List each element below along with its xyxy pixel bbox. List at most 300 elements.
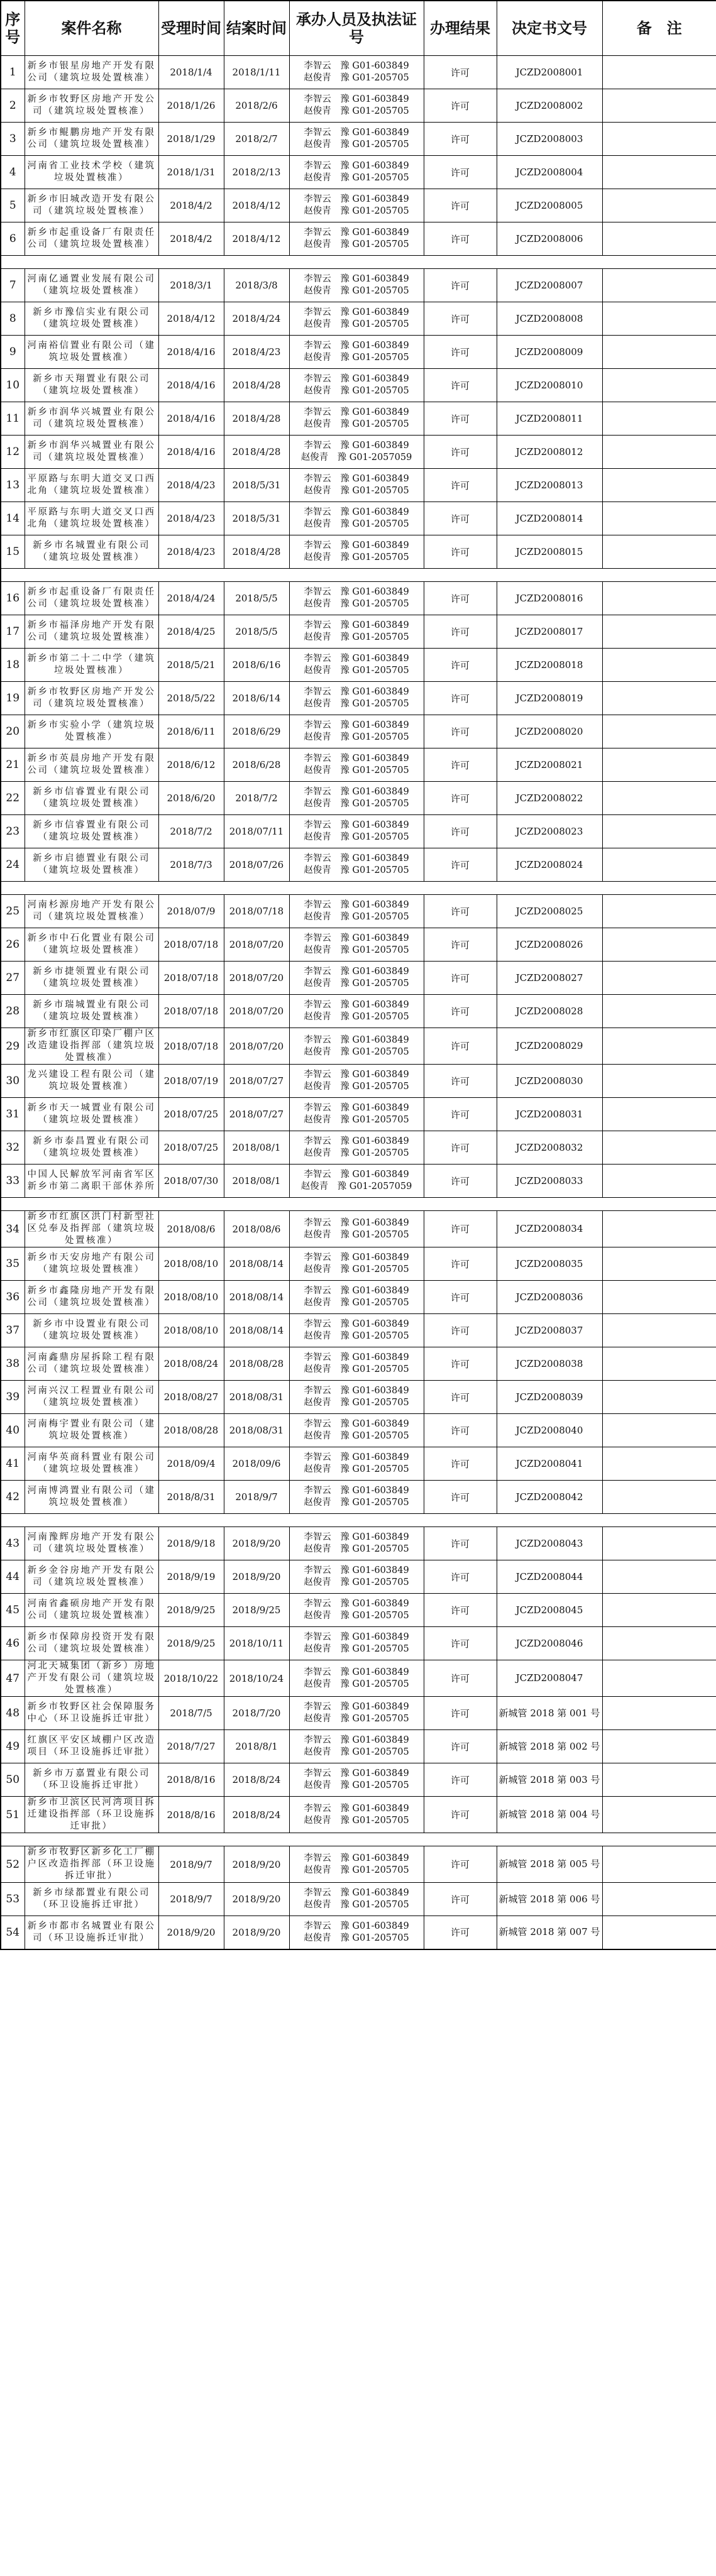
cell-received-date: 2018/08/10 (158, 1281, 224, 1314)
cell-case-name: 新乡市瑞城置业有限公司（建筑垃圾处置核准） (25, 995, 158, 1028)
cell-case-name: 新乡市润华兴城置业有限公司（建筑垃圾处置核准） (25, 436, 158, 469)
cell-seq: 26 (1, 928, 25, 962)
cell-case-name: 新乡市红旗区洪门村新型社区兑奉及指挥部（建筑垃圾处置核准） (25, 1211, 158, 1247)
cell-remarks (602, 1660, 716, 1697)
table-row (1, 1697, 716, 1730)
cell-seq: 37 (1, 1314, 25, 1347)
cell-received-date: 2018/6/20 (158, 782, 224, 815)
table-body (1, 56, 716, 1949)
cell-seq: 31 (1, 1098, 25, 1131)
cell-decision-no: JCZD2008037 (497, 1314, 602, 1347)
table-row (1, 1797, 716, 1833)
table-row (1, 535, 716, 569)
cell-decision-no: JCZD2008009 (497, 336, 602, 369)
cell-closed-date: 2018/8/24 (224, 1797, 289, 1833)
cell-case-name: 新乡市福泽房地产开发有限公司（建筑垃圾处置核准） (25, 615, 158, 649)
cell-received-date: 2018/9/19 (158, 1560, 224, 1594)
cell-received-date: 2018/9/18 (158, 1527, 224, 1560)
table-row (1, 649, 716, 682)
table-row (1, 1730, 716, 1763)
cell-seq: 41 (1, 1447, 25, 1481)
cell-result: 许可 (424, 848, 497, 882)
cell-seq: 29 (1, 1028, 25, 1065)
cell-case-name: 新乡市绿都置业有限公司（环卫设施拆迁审批） (25, 1883, 158, 1916)
cell-result: 许可 (424, 1594, 497, 1627)
cell-seq: 3 (1, 123, 25, 156)
cell-received-date: 2018/4/24 (158, 582, 224, 615)
cell-decision-no: JCZD2008002 (497, 89, 602, 123)
cell-closed-date: 2018/8/24 (224, 1763, 289, 1797)
cell-case-name: 新乡市英晨房地产开发有限公司（建筑垃圾处置核准） (25, 748, 158, 782)
table-row (1, 269, 716, 302)
cell-received-date: 2018/4/16 (158, 402, 224, 436)
cell-decision-no: JCZD2008005 (497, 189, 602, 222)
cell-result: 许可 (424, 189, 497, 222)
cell-decision-no: 新城管 2018 第 003 号 (497, 1763, 602, 1797)
cell-staff: 李智云 豫 G01-603849 赵俊青 豫 G01-205705 (289, 615, 424, 649)
cell-seq: 46 (1, 1627, 25, 1660)
table-row (1, 1381, 716, 1414)
header-closed: 结案时间 (224, 1, 289, 56)
cell-decision-no: JCZD2008001 (497, 56, 602, 89)
cell-received-date: 2018/07/9 (158, 895, 224, 928)
table-row (1, 995, 716, 1028)
cell-closed-date: 2018/1/11 (224, 56, 289, 89)
cell-result: 许可 (424, 369, 497, 402)
cell-result: 许可 (424, 1414, 497, 1447)
cell-decision-no: 新城管 2018 第 001 号 (497, 1697, 602, 1730)
cell-remarks (602, 502, 716, 535)
cell-remarks (602, 1065, 716, 1098)
cell-seq: 36 (1, 1281, 25, 1314)
cell-seq: 17 (1, 615, 25, 649)
cell-seq: 33 (1, 1165, 25, 1198)
table-row (1, 436, 716, 469)
cell-received-date: 2018/4/12 (158, 302, 224, 336)
cell-seq: 48 (1, 1697, 25, 1730)
cell-result: 许可 (424, 1481, 497, 1514)
cell-received-date: 2018/08/24 (158, 1347, 224, 1381)
cell-case-name: 河南省鑫硕房地产开发有限公司（建筑垃圾处置核准） (25, 1594, 158, 1627)
cell-result: 许可 (424, 1065, 497, 1098)
page-break-spacer (1, 1198, 716, 1211)
cell-decision-no: JCZD2008034 (497, 1211, 602, 1247)
cell-seq: 40 (1, 1414, 25, 1447)
cell-seq: 32 (1, 1131, 25, 1165)
cell-case-name: 新乡市银星房地产开发有限公司（建筑垃圾处置核准） (25, 56, 158, 89)
cell-staff: 李智云 豫 G01-603849 赵俊青 豫 G01-205705 (289, 336, 424, 369)
cell-decision-no: JCZD2008011 (497, 402, 602, 436)
cell-decision-no: JCZD2008039 (497, 1381, 602, 1414)
cell-seq: 51 (1, 1797, 25, 1833)
cell-case-name: 新乡市中石化置业有限公司（建筑垃圾处置核准） (25, 928, 158, 962)
cell-case-name: 新乡市信睿置业有限公司（建筑垃圾处置核准） (25, 782, 158, 815)
cell-remarks (602, 1527, 716, 1560)
cell-result: 许可 (424, 1211, 497, 1247)
cell-result: 许可 (424, 1028, 497, 1065)
cell-received-date: 2018/5/21 (158, 649, 224, 682)
table-row (1, 1347, 716, 1381)
cell-remarks (602, 1211, 716, 1247)
cell-staff: 李智云 豫 G01-603849 赵俊青 豫 G01-205705 (289, 1697, 424, 1730)
cell-received-date: 2018/4/16 (158, 436, 224, 469)
cell-remarks (602, 222, 716, 256)
cell-staff: 李智云 豫 G01-603849 赵俊青 豫 G01-205705 (289, 269, 424, 302)
cell-seq: 2 (1, 89, 25, 123)
cell-closed-date: 2018/5/31 (224, 502, 289, 535)
cell-remarks (602, 1247, 716, 1281)
cell-received-date: 2018/4/16 (158, 369, 224, 402)
cell-case-name: 新乡市保障房投资开发有限公司（建筑垃圾处置核准） (25, 1627, 158, 1660)
cell-result: 许可 (424, 782, 497, 815)
cell-received-date: 2018/1/4 (158, 56, 224, 89)
cell-result: 许可 (424, 269, 497, 302)
cell-staff: 李智云 豫 G01-603849 赵俊青 豫 G01-205705 (289, 469, 424, 502)
cell-closed-date: 2018/10/24 (224, 1660, 289, 1697)
cell-staff: 李智云 豫 G01-603849 赵俊青 豫 G01-2057059 (289, 1165, 424, 1198)
cell-result: 许可 (424, 1883, 497, 1916)
cell-received-date: 2018/07/18 (158, 962, 224, 995)
cell-seq: 38 (1, 1347, 25, 1381)
cell-remarks (602, 815, 716, 848)
cell-result: 许可 (424, 1763, 497, 1797)
cell-case-name: 新乡市启德置业有限公司（建筑垃圾处置核准） (25, 848, 158, 882)
cell-seq: 54 (1, 1916, 25, 1949)
page-break-gap (1, 569, 716, 582)
cell-result: 许可 (424, 1797, 497, 1833)
table-row (1, 1594, 716, 1627)
cell-received-date: 2018/4/23 (158, 535, 224, 569)
cell-staff: 李智云 豫 G01-603849 赵俊青 豫 G01-205705 (289, 1065, 424, 1098)
table-row (1, 1065, 716, 1098)
cell-received-date: 2018/6/12 (158, 748, 224, 782)
cell-case-name: 河南梅宇置业有限公司（建筑垃圾处置核准） (25, 1414, 158, 1447)
cell-closed-date: 2018/4/28 (224, 436, 289, 469)
page-break-spacer (1, 256, 716, 269)
cell-staff: 李智云 豫 G01-603849 赵俊青 豫 G01-205705 (289, 895, 424, 928)
cell-decision-no: JCZD2008040 (497, 1414, 602, 1447)
header-row (1, 1, 716, 56)
cell-result: 许可 (424, 1447, 497, 1481)
cell-staff: 李智云 豫 G01-603849 赵俊青 豫 G01-205705 (289, 715, 424, 748)
cell-received-date: 2018/7/3 (158, 848, 224, 882)
cell-decision-no: JCZD2008019 (497, 682, 602, 715)
cell-result: 许可 (424, 222, 497, 256)
cell-staff: 李智云 豫 G01-603849 赵俊青 豫 G01-205705 (289, 995, 424, 1028)
cell-case-name: 新乡市万嘉置业有限公司（环卫设施拆迁审批） (25, 1763, 158, 1797)
cell-staff: 李智云 豫 G01-603849 赵俊青 豫 G01-205705 (289, 682, 424, 715)
cell-remarks (602, 269, 716, 302)
table-row (1, 748, 716, 782)
cell-result: 许可 (424, 1247, 497, 1281)
cell-decision-no: JCZD2008004 (497, 156, 602, 189)
cell-received-date: 2018/10/22 (158, 1660, 224, 1697)
cell-received-date: 2018/07/19 (158, 1065, 224, 1098)
table-row (1, 682, 716, 715)
cell-decision-no: JCZD2008024 (497, 848, 602, 882)
cell-staff: 李智云 豫 G01-603849 赵俊青 豫 G01-205705 (289, 1627, 424, 1660)
table-row (1, 502, 716, 535)
cell-decision-no: JCZD2008003 (497, 123, 602, 156)
cell-staff: 李智云 豫 G01-603849 赵俊青 豫 G01-205705 (289, 1098, 424, 1131)
cell-closed-date: 2018/08/31 (224, 1381, 289, 1414)
cell-closed-date: 2018/07/20 (224, 1028, 289, 1065)
cell-staff: 李智云 豫 G01-603849 赵俊青 豫 G01-205705 (289, 1247, 424, 1281)
cell-result: 许可 (424, 123, 497, 156)
cell-result: 许可 (424, 336, 497, 369)
table-row (1, 1447, 716, 1481)
cell-remarks (602, 302, 716, 336)
cell-result: 许可 (424, 1660, 497, 1697)
cell-seq: 28 (1, 995, 25, 1028)
cell-decision-no: JCZD2008015 (497, 535, 602, 569)
cell-received-date: 2018/9/25 (158, 1627, 224, 1660)
cell-remarks (602, 1627, 716, 1660)
cell-decision-no: JCZD2008046 (497, 1627, 602, 1660)
cell-closed-date: 2018/4/12 (224, 222, 289, 256)
cell-decision-no: JCZD2008006 (497, 222, 602, 256)
table-row (1, 1560, 716, 1594)
cell-case-name: 新乡市都市名城置业有限公司（环卫设施拆迁审批） (25, 1916, 158, 1949)
cell-closed-date: 2018/07/26 (224, 848, 289, 882)
cell-received-date: 2018/1/26 (158, 89, 224, 123)
cell-result: 许可 (424, 995, 497, 1028)
cell-decision-no: JCZD2008016 (497, 582, 602, 615)
cell-seq: 53 (1, 1883, 25, 1916)
cell-staff: 李智云 豫 G01-603849 赵俊青 豫 G01-205705 (289, 649, 424, 682)
table-row (1, 1527, 716, 1560)
cell-case-name: 新乡市牧野区房地产开发公司（建筑垃圾处置核准） (25, 89, 158, 123)
cell-remarks (602, 962, 716, 995)
cell-closed-date: 2018/07/18 (224, 895, 289, 928)
cell-received-date: 2018/08/28 (158, 1414, 224, 1447)
cell-received-date: 2018/9/7 (158, 1846, 224, 1883)
cell-remarks (602, 535, 716, 569)
cell-decision-no: JCZD2008041 (497, 1447, 602, 1481)
cell-closed-date: 2018/2/7 (224, 123, 289, 156)
page-break-spacer (1, 1833, 716, 1846)
header-seq: 序号 (1, 1, 25, 56)
cell-case-name: 河南省工业技术学校（建筑垃圾处置核准） (25, 156, 158, 189)
cell-case-name: 河南裕信置业有限公司（建筑垃圾处置核准） (25, 336, 158, 369)
cell-staff: 李智云 豫 G01-603849 赵俊青 豫 G01-205705 (289, 782, 424, 815)
cell-result: 许可 (424, 582, 497, 615)
cell-received-date: 2018/8/31 (158, 1481, 224, 1514)
cell-staff: 李智云 豫 G01-603849 赵俊青 豫 G01-205705 (289, 1281, 424, 1314)
cell-decision-no: JCZD2008033 (497, 1165, 602, 1198)
cell-seq: 16 (1, 582, 25, 615)
cell-closed-date: 2018/07/11 (224, 815, 289, 848)
cell-received-date: 2018/3/1 (158, 269, 224, 302)
cell-result: 许可 (424, 402, 497, 436)
page-break-gap (1, 882, 716, 895)
cell-case-name: 新乡市鑫隆房地产开发有限公司（建筑垃圾处置核准） (25, 1281, 158, 1314)
cell-staff: 李智云 豫 G01-603849 赵俊青 豫 G01-205705 (289, 1763, 424, 1797)
table-row (1, 1211, 716, 1247)
table-row (1, 1165, 716, 1198)
cell-remarks (602, 89, 716, 123)
table-row (1, 815, 716, 848)
cell-result: 许可 (424, 1527, 497, 1560)
cell-remarks (602, 1131, 716, 1165)
cell-remarks (602, 369, 716, 402)
table-row (1, 336, 716, 369)
cell-seq: 18 (1, 649, 25, 682)
cell-remarks (602, 848, 716, 882)
cell-staff: 李智云 豫 G01-603849 赵俊青 豫 G01-205705 (289, 1560, 424, 1594)
cell-seq: 22 (1, 782, 25, 815)
cell-staff: 李智云 豫 G01-603849 赵俊青 豫 G01-205705 (289, 1883, 424, 1916)
cell-decision-no: 新城管 2018 第 007 号 (497, 1916, 602, 1949)
cell-closed-date: 2018/6/29 (224, 715, 289, 748)
cell-closed-date: 2018/7/2 (224, 782, 289, 815)
header-remarks: 备 注 (602, 1, 716, 56)
cell-seq: 11 (1, 402, 25, 436)
cell-case-name: 新乡市第二十二中学（建筑垃圾处置核准） (25, 649, 158, 682)
cell-decision-no: JCZD2008013 (497, 469, 602, 502)
cell-closed-date: 2018/6/28 (224, 748, 289, 782)
cell-result: 许可 (424, 1846, 497, 1883)
cell-case-name: 平原路与东明大道交叉口西北角（建筑垃圾处置核准） (25, 469, 158, 502)
cell-case-name: 红旗区平安区域棚户区改造项目（环卫设施拆迁审批） (25, 1730, 158, 1763)
table-row (1, 189, 716, 222)
page-break-spacer (1, 882, 716, 895)
cell-closed-date: 2018/9/25 (224, 1594, 289, 1627)
cell-remarks (602, 928, 716, 962)
cell-result: 许可 (424, 1381, 497, 1414)
cell-received-date: 2018/08/27 (158, 1381, 224, 1414)
cell-decision-no: JCZD2008017 (497, 615, 602, 649)
cell-case-name: 新乡市天安房地产有限公司（建筑垃圾处置核准） (25, 1247, 158, 1281)
cell-decision-no: JCZD2008030 (497, 1065, 602, 1098)
cell-remarks (602, 1028, 716, 1065)
cell-seq: 35 (1, 1247, 25, 1281)
cell-received-date: 2018/8/16 (158, 1763, 224, 1797)
cell-case-name: 河南华英商科置业有限公司（建筑垃圾处置核准） (25, 1447, 158, 1481)
cell-result: 许可 (424, 715, 497, 748)
cell-staff: 李智云 豫 G01-603849 赵俊青 豫 G01-2057059 (289, 436, 424, 469)
cell-staff: 李智云 豫 G01-603849 赵俊青 豫 G01-205705 (289, 1211, 424, 1247)
cell-closed-date: 2018/08/14 (224, 1247, 289, 1281)
cell-decision-no: JCZD2008018 (497, 649, 602, 682)
cell-remarks (602, 156, 716, 189)
cell-case-name: 新乡市起重设备厂有限责任公司（建筑垃圾处置核准） (25, 222, 158, 256)
cell-seq: 6 (1, 222, 25, 256)
cell-seq: 1 (1, 56, 25, 89)
cell-closed-date: 2018/9/20 (224, 1527, 289, 1560)
table-row (1, 782, 716, 815)
cell-staff: 李智云 豫 G01-603849 赵俊青 豫 G01-205705 (289, 89, 424, 123)
cell-remarks (602, 123, 716, 156)
cell-staff: 李智云 豫 G01-603849 赵俊青 豫 G01-205705 (289, 56, 424, 89)
cell-decision-no: JCZD2008010 (497, 369, 602, 402)
cell-result: 许可 (424, 962, 497, 995)
cell-received-date: 2018/07/25 (158, 1131, 224, 1165)
cell-result: 许可 (424, 1347, 497, 1381)
cell-case-name: 新乡市信睿置业有限公司（建筑垃圾处置核准） (25, 815, 158, 848)
cell-result: 许可 (424, 1627, 497, 1660)
cell-case-name: 新乡市旧城改造开发有限公司（建筑垃圾处置核准） (25, 189, 158, 222)
cell-closed-date: 2018/2/13 (224, 156, 289, 189)
cell-case-name: 新乡市泰昌置业有限公司（建筑垃圾处置核准） (25, 1131, 158, 1165)
cell-result: 许可 (424, 89, 497, 123)
cell-decision-no: JCZD2008044 (497, 1560, 602, 1594)
cell-case-name: 新乡市实验小学（建筑垃圾处置核准） (25, 715, 158, 748)
cell-received-date: 2018/08/10 (158, 1247, 224, 1281)
cell-result: 许可 (424, 1697, 497, 1730)
cell-decision-no: JCZD2008014 (497, 502, 602, 535)
cell-closed-date: 2018/4/28 (224, 535, 289, 569)
page-break-gap (1, 256, 716, 269)
cell-remarks (602, 682, 716, 715)
cell-closed-date: 2018/09/6 (224, 1447, 289, 1481)
cell-case-name: 河南兴汉工程置业有限公司（建筑垃圾处置核准） (25, 1381, 158, 1414)
cell-remarks (602, 1846, 716, 1883)
cell-remarks (602, 582, 716, 615)
cell-remarks (602, 615, 716, 649)
cell-seq: 52 (1, 1846, 25, 1883)
header-received: 受理时间 (158, 1, 224, 56)
cell-received-date: 2018/08/10 (158, 1314, 224, 1347)
cell-result: 许可 (424, 928, 497, 962)
cell-decision-no: JCZD2008026 (497, 928, 602, 962)
cell-result: 许可 (424, 436, 497, 469)
cell-seq: 7 (1, 269, 25, 302)
cell-staff: 李智云 豫 G01-603849 赵俊青 豫 G01-205705 (289, 748, 424, 782)
cell-staff: 李智云 豫 G01-603849 赵俊青 豫 G01-205705 (289, 1414, 424, 1447)
cell-remarks (602, 1165, 716, 1198)
cell-closed-date: 2018/5/31 (224, 469, 289, 502)
cell-decision-no: JCZD2008020 (497, 715, 602, 748)
cell-seq: 4 (1, 156, 25, 189)
cell-decision-no: JCZD2008035 (497, 1247, 602, 1281)
cell-seq: 9 (1, 336, 25, 369)
cell-remarks (602, 715, 716, 748)
cell-case-name: 新乡市捷领置业有限公司（建筑垃圾处置核准） (25, 962, 158, 995)
cell-decision-no: JCZD2008027 (497, 962, 602, 995)
cell-decision-no: JCZD2008036 (497, 1281, 602, 1314)
cell-decision-no: 新城管 2018 第 002 号 (497, 1730, 602, 1763)
cell-seq: 43 (1, 1527, 25, 1560)
table-row (1, 222, 716, 256)
cell-decision-no: JCZD2008028 (497, 995, 602, 1028)
cell-case-name: 新乡市豫信实业有限公司（建筑垃圾处置核准） (25, 302, 158, 336)
cell-remarks (602, 402, 716, 436)
cell-closed-date: 2018/07/20 (224, 962, 289, 995)
cell-closed-date: 2018/6/14 (224, 682, 289, 715)
table-row (1, 1916, 716, 1949)
cell-result: 许可 (424, 1314, 497, 1347)
cell-result: 许可 (424, 649, 497, 682)
cell-seq: 24 (1, 848, 25, 882)
cell-closed-date: 2018/7/20 (224, 1697, 289, 1730)
cell-decision-no: JCZD2008008 (497, 302, 602, 336)
cell-remarks (602, 189, 716, 222)
cell-seq: 5 (1, 189, 25, 222)
cell-decision-no: JCZD2008012 (497, 436, 602, 469)
cell-seq: 19 (1, 682, 25, 715)
table-row (1, 302, 716, 336)
cell-received-date: 2018/9/20 (158, 1916, 224, 1949)
cell-closed-date: 2018/07/27 (224, 1098, 289, 1131)
cell-staff: 李智云 豫 G01-603849 赵俊青 豫 G01-205705 (289, 928, 424, 962)
cell-staff: 李智云 豫 G01-603849 赵俊青 豫 G01-205705 (289, 1314, 424, 1347)
cell-received-date: 2018/07/18 (158, 995, 224, 1028)
cell-remarks (602, 436, 716, 469)
cell-result: 许可 (424, 1560, 497, 1594)
cell-seq: 12 (1, 436, 25, 469)
cell-closed-date: 2018/08/28 (224, 1347, 289, 1381)
